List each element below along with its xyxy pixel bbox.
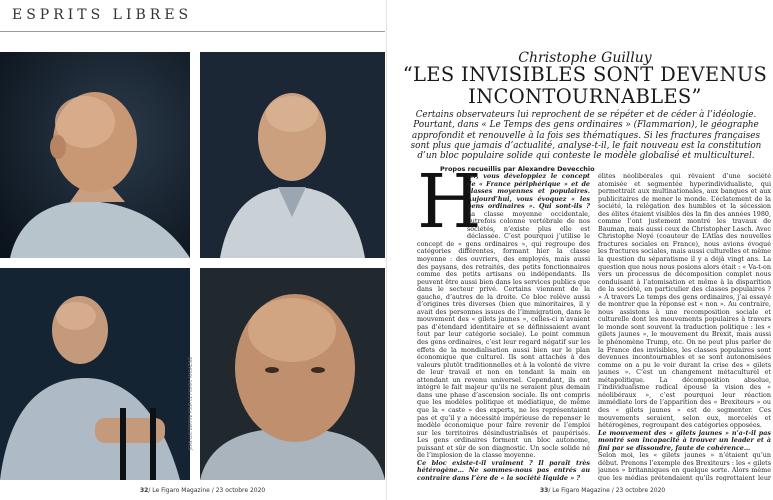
folio-text: / Le Figaro Magazine / 23 octobre 2020 — [148, 487, 266, 494]
text-column-2 — [598, 173, 771, 481]
page-number: 32 — [140, 487, 149, 494]
section-rubric — [0, 0, 385, 32]
text-column-1 — [417, 173, 590, 481]
portrait-photo-frontal — [200, 52, 385, 258]
interview-question: ier, vous développiez le concept de « France périphérique » et de classes moyennes et populaires. Aujourd’hui, vous évoquez « les gens ordinaires ». Qui sont-ils ? — [467, 173, 590, 211]
interview-question: Ce bloc existe-t-il vraiment ? Il paraît très hétérogène… Ne sommes-nous pas entrés au contraire dans l’ère de « la société liquide » ? — [417, 458, 590, 481]
page-number: 33 — [540, 487, 549, 494]
page-gutter — [386, 0, 387, 500]
page-folio-right — [540, 487, 665, 494]
article-lede: Certains observateurs lui reprochent de se répéter et de céder à l’idéologie. Pourtant, dans « Le Temps des gens ordinaires » (Flammarion), le géographe approfondit et renouvelle à la fois ses thématiques. Si les fractures françaises sont plus que jamais d’actualité, analyse-t-il, le fait nouveau est la constitution d’un bloc populaire solide qui conteste le modèle globalisé et multiculturel. — [410, 110, 762, 162]
folio-text: / Le Figaro Magazine / 23 octobre 2020 — [548, 487, 666, 494]
interview-answer: élites néolibérales qui rêvaient d’une société atomisée et segmentée hyperindividualiste, qui permettrait aux multinationales, aux banques et aux publicitaires de mener le monde. L’éclatement de la société, la relégation des humbles et la sécession des élites étaient visibles dès la fin des années 1980, comme l’ont justement montré les travaux de Bauman, mais aussi ceux de Christopher Lasch. Avec Christophe Noyé (coauteur de L’Atlas des nouvelles fractures sociales en France), nous avions évoqué les fractures sociales, mais aussi culturelles et même la question du séparatisme il y a déjà vingt ans. La question que nous nous posions alors était : « Va-t-on vers un processus de décomposition complet nous conduisant à l’atomisation et même à la disparition de la société, en particulier des classes populaires ? » À travers Le temps des gens ordinaires, j’ai essayé de montrer que la réponse est « non ». Au contraire, nous assistons à une recomposition sociale et culturelle dont les mouvements populaires à travers le monde sont souvent la traduction politique : les « gilets jaunes », le mouvement du Brexit, mais aussi le phénomène Trump, etc. On ne peut plus parler de la France des invisibles, les classes populaires sont devenues incontournables et se sont autonomisées comme on a pu le voir durant la crise des « gilets jaunes ». C’est un changement métaculturel et métapolitique. La décomposition absolue, l’individualisme radical épousé la vision des « néolibéraux », c’est pourquoi leur réaction immédiate lors de l’apparition des « Brexiteurs » ou des « gilets jaunes » est de segmenter. Ces mouvements seraient, selon eux, morcelés et hétérogènes, regroupant des catégories opposées. — [598, 173, 771, 430]
interview-answer: La classe moyenne occidentale, autrefois colonne vertébrale de nos sociétés, n’existe plus elle est déclassée. C’est pourquoi j’utilise le concept de « gens ordinaires », qui regroupe des catégories différentes, formant hier la classe moyenne : des ouvriers, des employés, mais aussi des paysans, des retraités, des petits fonctionnaires comme des petits artisans ou indépendants. Ils peuvent être aussi bien dans les services publics que dans le secteur privé. Certains viennent de la gauche, d’autres de la droite. Ce bloc relève aussi d’origines très diverses (bien que minoritaires, il y avait des personnes issues de l’immigration, dans le mouvement des « gilets jaunes », celles-ci n’avaient pas d’étendard identitaire et se définissaient avant tout par leur catégorie sociale). Le point commun des gens ordinaires, c’est leur regard négatif sur les effets de la mondialisation aussi bien sur le plan économique que culturel. Ils sont attachés à des valeurs plutôt traditionnelles et à la volonté de vivre de leur travail et non en tendant la main en attendant un revenu universel. Cependant, ils ont intégré le fait majeur qu’ils ne seraient plus demain dans une phase d’ascension sociale. Ils ont compris que les modèles politique et médiatique, de même que la « caste » des experts, ne les représentaient pas et qu’il y a nécessité impérieuse de repenser le modèle économique pour faire revenir de l’emploi sur les territoires désindustrialisés et paupérisés. Les gens ordinaires forment un bloc autonome, puissant et sûr de son diagnostic. Un socle solide né de l’implosion de la classe moyenne. — [417, 209, 590, 460]
portrait-photo-closeup — [200, 268, 385, 480]
article-headline — [400, 64, 770, 108]
interview-answer: Selon moi, les « gilets jaunes » n’étaient qu’un début. Prenons l’exemple des Brexiteurs : les « gilets jaunes » britanniques en quelque sorte. Alors même que les médias prétendaient qu’ils regrettaient leur — [598, 451, 771, 481]
headline-line-1: “LES INVISIBLES SONT DEVENUS — [402, 63, 768, 86]
portrait-photo-seated — [0, 268, 190, 480]
photo-credit: JEAN-LUC BERTINI POUR LE FIGARO MAGAZINE — [188, 356, 193, 450]
page-folio-left — [140, 487, 265, 494]
rubric-title: ESPRITS LIBRES — [12, 7, 193, 23]
headline-line-2: INCONTOURNABLES” — [468, 85, 702, 108]
drop-cap: H — [417, 173, 482, 245]
article-byline: Propos recueillis par Alexandre Devecchio — [440, 165, 595, 173]
interviewee-name: Christophe Guilluy — [518, 50, 652, 66]
portrait-photo-profile — [0, 52, 190, 258]
interview-question: Le mouvement des « gilets jaunes » n’a-t-il pas montré son incapacité à trouver un leader et à fini par se dissoudre, faute de cohérence… — [598, 428, 771, 452]
